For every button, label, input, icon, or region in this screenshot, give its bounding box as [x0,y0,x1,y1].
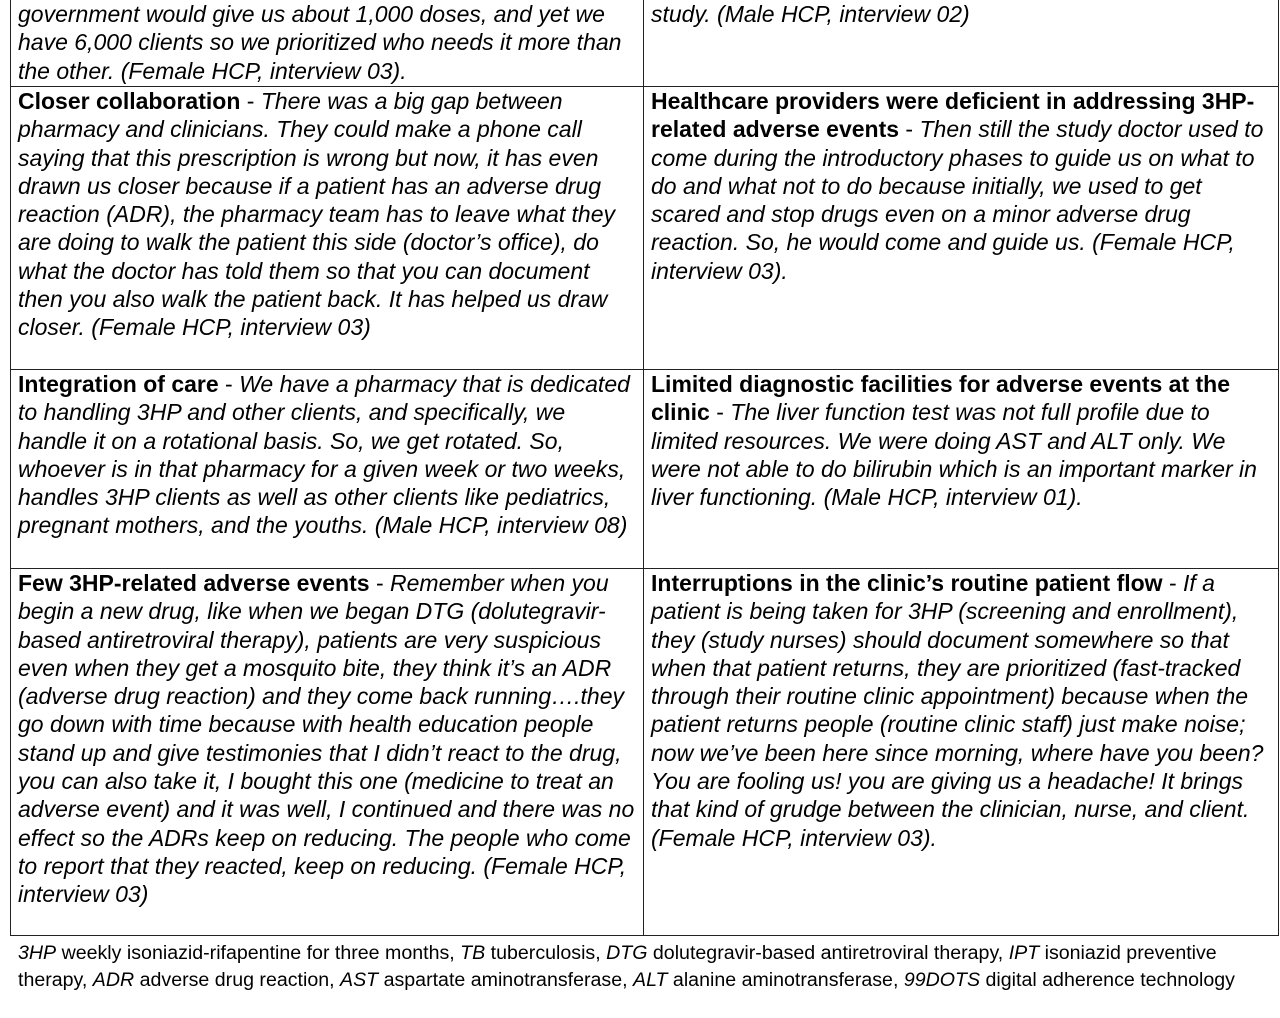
footnote-definition: digital adherence technology [980,968,1235,991]
table-row [11,569,1279,936]
table-cell-left [11,87,644,370]
theme-separator: - [899,116,920,143]
footnote-abbr: IPT [1008,942,1040,964]
table-cell-right [644,370,1279,569]
theme-heading: Closer collaboration [18,88,241,114]
theme-heading: Healthcare providers were deficient in addressing 3HP-related adverse events [651,88,1255,143]
theme-separator: - [240,88,261,114]
footnote-abbr: 3HP [18,942,57,964]
quote-text: The liver function test was not full profile due to limited resources. We were doing AST and ALT only. We were not able to do bilirubin which is an important marker in liver functioning. (Male HCP, interview 01). [651,399,1257,511]
footnote-definition: tuberculosis, [485,942,607,964]
footnote-definition: dolutegravir-based antiretroviral therapy, [647,942,1009,964]
quote-text: There was a big gap between pharmacy and clinicians. They could make a phone call saying that this prescription is wrong but now, it has even drawn us closer because if a patient has an adverse drug reaction (ADR), the pharmacy team has to leave what they are doing to walk the patient this side (doctor’s office), do what the doctor has told them so that you can document then you also walk the patient back. It has helped us draw closer. (Female HCP, interview 03) [18,88,616,341]
footnote-abbr: TB [460,942,486,964]
table-cell-right [644,0,1279,87]
footnote-definition: weekly isoniazid-rifapentine for three months, [56,942,461,964]
footnote-abbr: AST [340,968,379,991]
theme-heading: Interruptions in the clinic’s routine patient flow [651,570,1163,596]
theme-separator: - [218,371,240,397]
table-row [11,370,1279,569]
theme-separator: - [369,570,391,596]
theme-separator: - [1162,570,1184,596]
table-cell-right [644,87,1279,370]
footnote-definition: aspartate aminotransferase, [378,968,633,991]
footnote-definition: adverse drug reaction, [134,968,341,991]
table-row [11,87,1279,370]
quotes-table [10,0,1279,936]
theme-heading: Integration of care [18,371,219,397]
table-cell-left [11,569,644,936]
theme-heading: Limited diagnostic facilities for adverse events at the clinic [651,371,1231,426]
table-cell-left [11,0,644,87]
table-cell-left [11,370,644,569]
quote-text: Then still the study doctor used to come during the introductory phases to guide us on what to do and what not to do because initially, we used to get scared and stop drugs even on a minor adverse drug reaction. So, he would come and guide us. (Female HCP, interview 03). [651,116,1264,284]
quote-text: government would give us about 1,000 doses, and yet we have 6,000 clients so we prioritized who needs it more than the other. (Female HCP, interview 03). [18,1,622,84]
abbreviations-footnote [18,940,1268,993]
quote-text: If a patient is being taken for 3HP (screening and enrollment), they (study nurses) should document somewhere so that when that patient returns, they are prioritized (fast-tracked through their routine clinic appointment) because when the patient returns people (routine clinic staff) just make noise; now we’ve been here since morning, where have you been? You are fooling us! you are giving us a headache! It brings that kind of grudge between the clinician, nurse, and client. (Female HCP, interview 03). [651,570,1264,851]
footnote-abbr: ADR [92,968,135,991]
table-cell-right [644,569,1279,936]
theme-heading: Few 3HP-related adverse events [18,570,370,596]
quote-text: study. (Male HCP, interview 02) [651,1,970,27]
footnote-abbr: 99DOTS [903,968,981,991]
footnote-abbr: ALT [633,968,668,991]
footnote-abbr: DTG [606,942,648,964]
footnote-definition: alanine aminotransferase, [667,968,904,991]
footnote-definition: isoniazid preventive therapy, [18,942,1217,991]
quote-text: Remember when you begin a new drug, like when we began DTG (dolutegravir-based antiretroviral therapy), patients are very suspicious even when they get a mosquito bite, they think it’s an ADR (adverse drug reaction) and they come back running….they go down with time because with health education people stand up and give testimonies that I didn’t react to the drug, you can also take it, I bought this one (medicine to treat an adverse event) and it was well, I continued and there was no effect so the ADRs keep on reducing. The people who come to report that they reacted, keep on reducing. (Female HCP, interview 03) [18,570,635,908]
quote-text: We have a pharmacy that is dedicated to handling 3HP and other clients, and specifically, we handle it on a rotational basis. So, we get rotated. So, whoever is in that pharmacy for a given week or two weeks, handles 3HP clients as well as other clients like pediatrics, pregnant mothers, and the youths. (Male HCP, interview 08) [18,371,630,539]
theme-separator: - [709,399,731,426]
table-row [11,0,1279,87]
